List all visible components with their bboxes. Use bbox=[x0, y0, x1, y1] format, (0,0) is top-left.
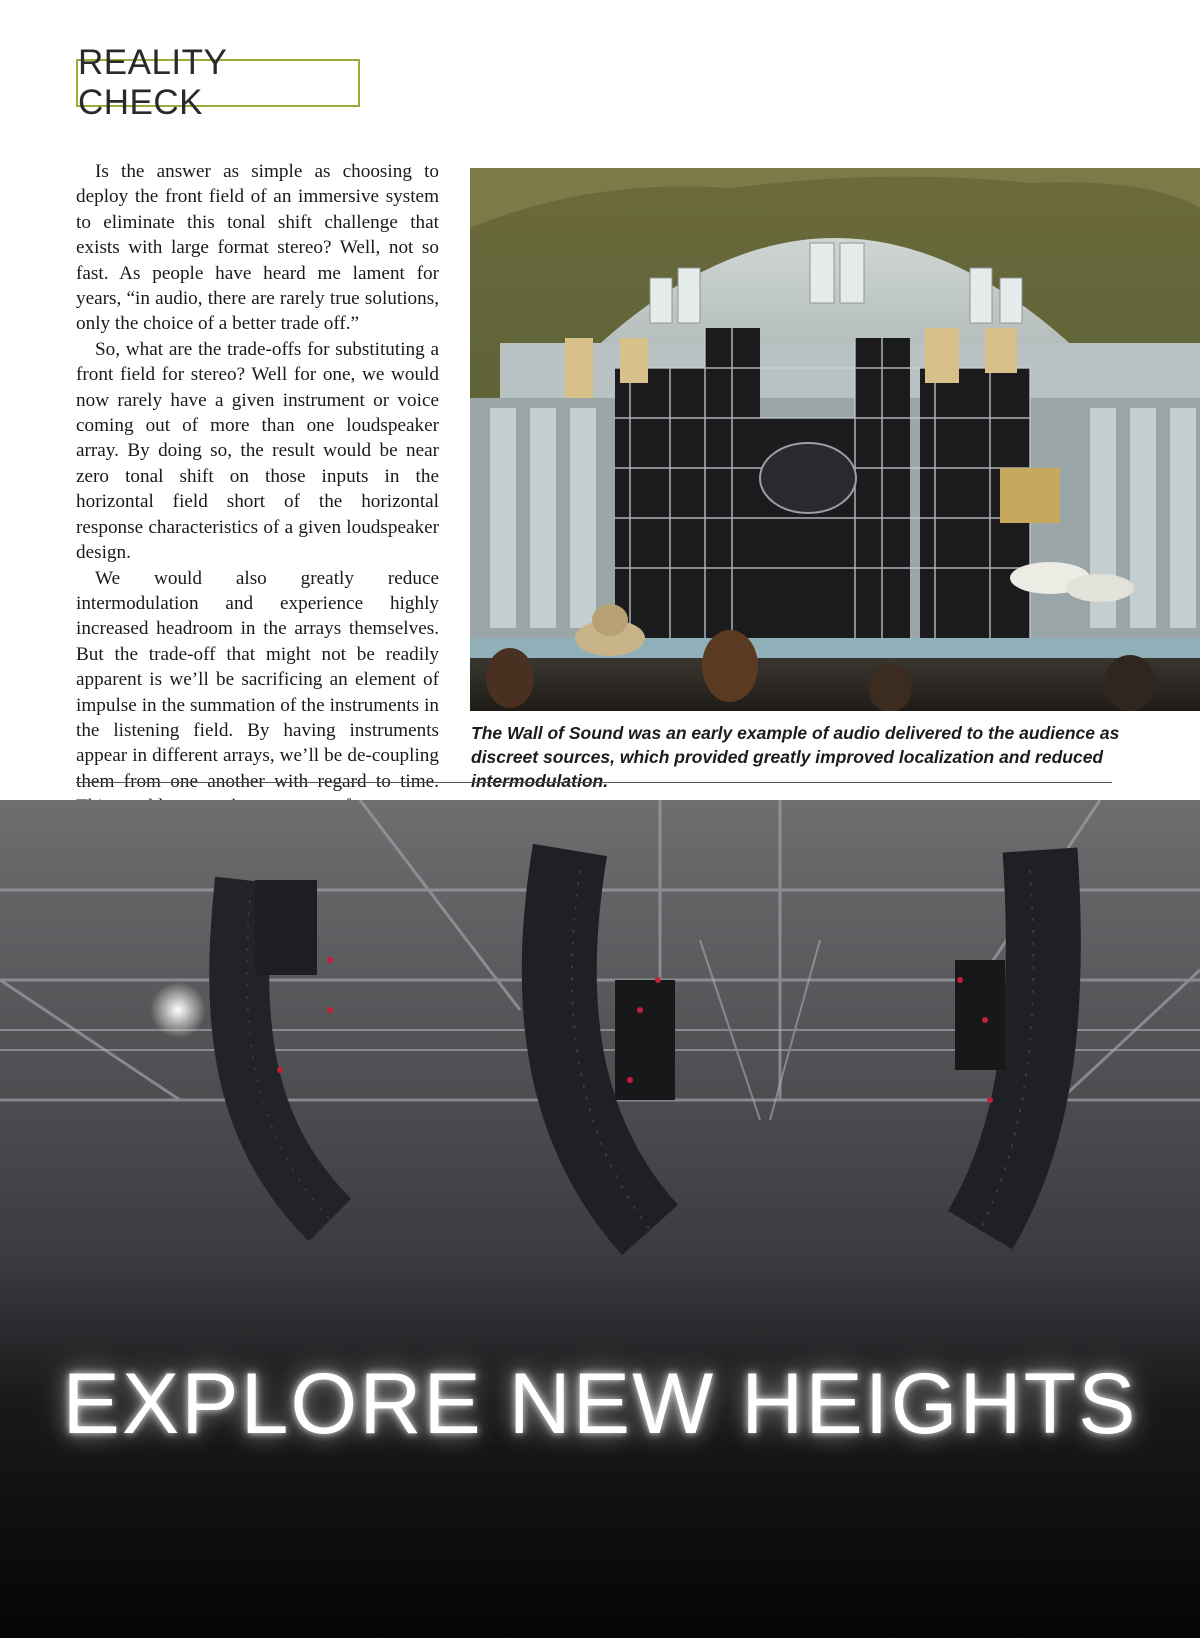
article-paragraph: We would also greatly reduce intermodulation and experience highly increased headroom in the arrays themselves. But the trade-off that might not be readily apparent is we’ll be sacrificing an element of impulse in the summation of the instruments in the listening field. By having instruments appear in different arrays, we’ll be de-coupling them from one another with regard to time. bbox=[76, 567, 439, 792]
section-divider bbox=[76, 782, 1112, 783]
ad-headline: EXPLORE NEW HEIGHTS bbox=[62, 1356, 1138, 1452]
article-body bbox=[76, 159, 439, 820]
wall-of-sound-illustration bbox=[470, 168, 1200, 711]
wall-of-sound-photo bbox=[470, 168, 1200, 711]
section-label bbox=[76, 43, 360, 122]
advertisement bbox=[0, 800, 1200, 1638]
article-paragraph: Is the answer as simple as choosing to deploy the front field of an immersive system to eliminate this tonal shift challenge that exists with large format stereo? Well, not so fast. As people have heard me lament for years, “in audio, there are rarely true solutions, only the choice of a better trade off.” bbox=[76, 161, 439, 335]
photo-caption: The Wall of Sound was an early example of audio delivered to the audience as discreet sources, which provided greatly improved localization and reduced intermodulation. bbox=[471, 723, 1120, 791]
section-label-text: REALITY CHECK bbox=[78, 43, 227, 122]
article-paragraph: So, what are the trade-offs for substituting a front field for stereo? Well for one, we would now rarely have a given instrument or voice coming out of more than one loudspeaker array. By doing so, the result would be near zero tonal shift on those inputs in the horizontal field short of the horizontal response characteristics of a given loudspeaker design. bbox=[76, 338, 439, 564]
line-array-speakers-illustration bbox=[0, 800, 1200, 1638]
